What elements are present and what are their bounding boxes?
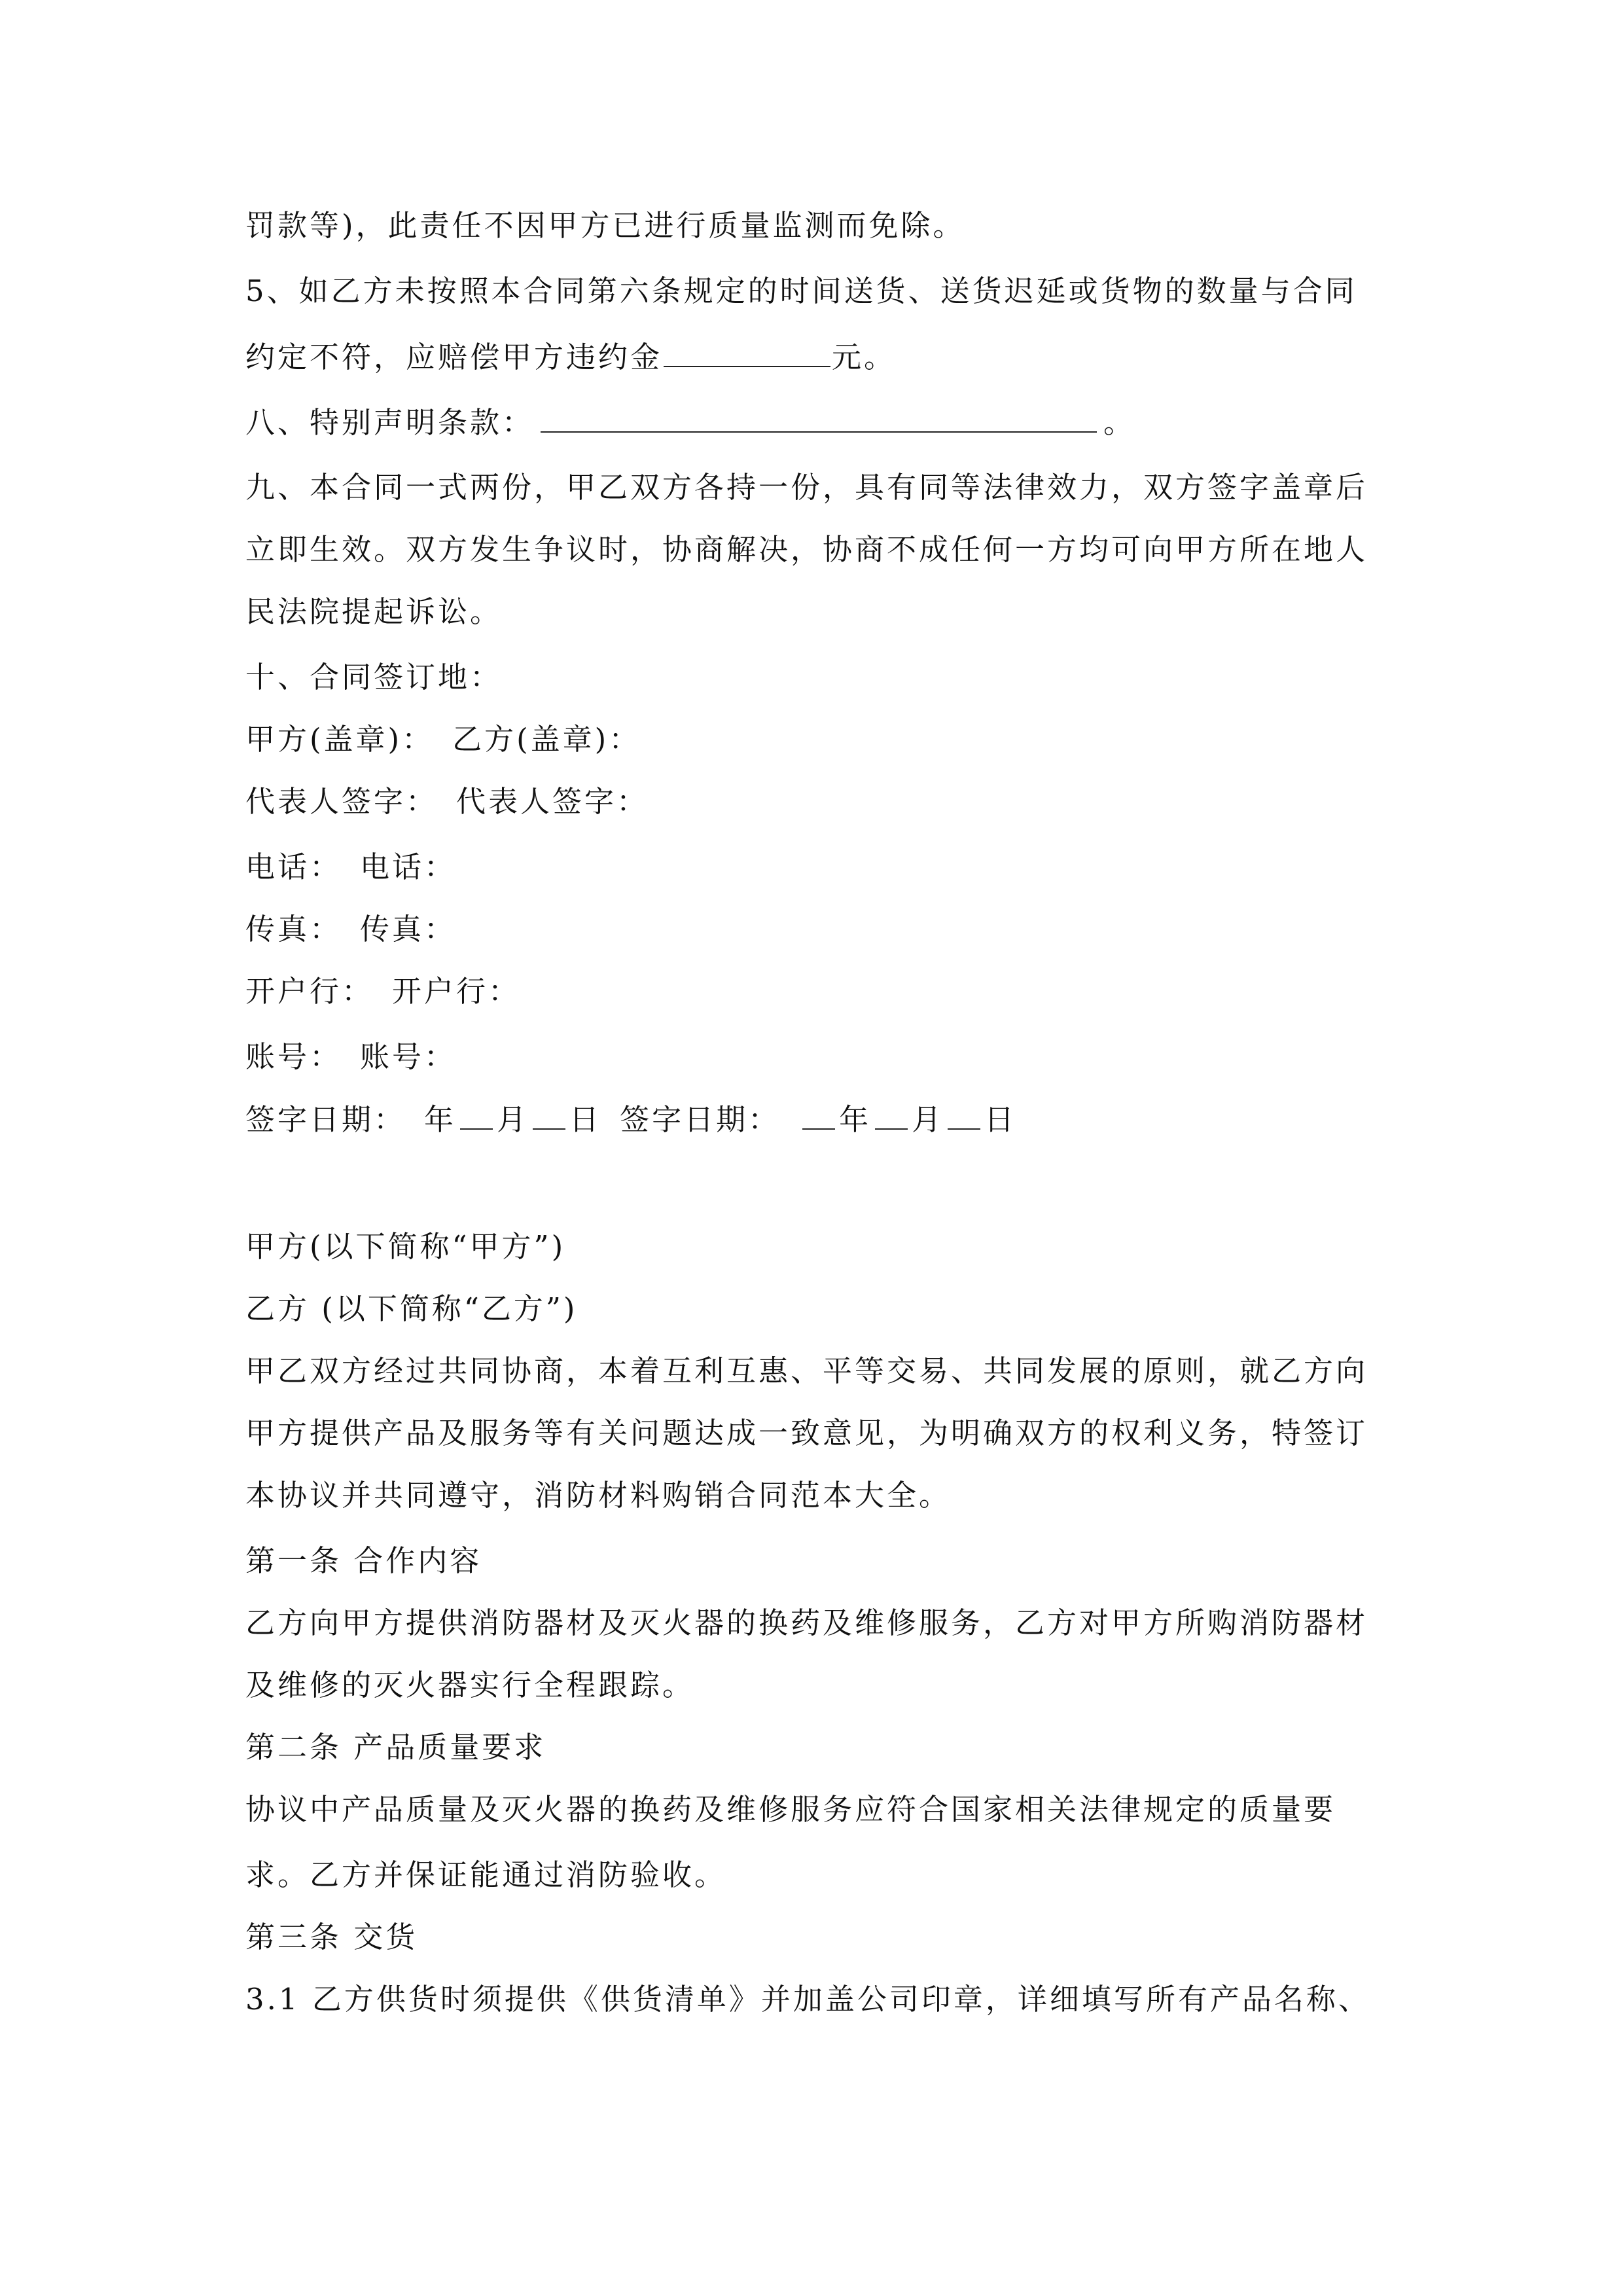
article-heading: 第一条 合作内容: [245, 1543, 482, 1578]
party-b-bank-label: 开户行：: [392, 974, 521, 1009]
penalty-amount-blank: [664, 337, 830, 367]
party-b-intro: 乙方 (以下简称“乙方”): [245, 1291, 578, 1326]
text-fragment: 元。: [832, 340, 897, 374]
party-b-fax-label: 传真：: [360, 912, 457, 946]
month-blank: [875, 1100, 908, 1130]
clause-label: 八、特别声明条款：: [245, 405, 535, 440]
party-b-phone-label: 电话：: [360, 850, 457, 884]
bank-line: [245, 972, 520, 1011]
text-fragment: 。: [1103, 405, 1136, 440]
party-a-rep-label: 代表人签字：: [245, 784, 438, 819]
special-terms-line: [245, 403, 1135, 442]
text-line: 立即生效。双方发生争议时，协商解决，协商不成任何一方均可向甲方所在地人: [245, 532, 1368, 567]
party-a-fax-label: 传真：: [245, 912, 342, 946]
text-line: 及维修的灭火器实行全程跟踪。: [245, 1668, 695, 1702]
year-blank: [802, 1100, 835, 1130]
party-b-rep-label: 代表人签字：: [456, 784, 649, 819]
fax-line: [245, 910, 456, 949]
party-a-phone-label: 电话：: [245, 850, 342, 884]
party-a-seal-label: 甲方(盖章)：: [245, 722, 435, 757]
text-line: [245, 337, 896, 377]
text-line: 求。乙方并保证能通过消防验收。: [245, 1857, 727, 1892]
year-label: 年: [424, 1102, 457, 1137]
party-a-bank-label: 开户行：: [245, 974, 374, 1009]
year-label: 年: [839, 1102, 872, 1137]
day-blank: [948, 1100, 980, 1130]
phone-line: [245, 848, 456, 887]
party-b-account-label: 账号：: [360, 1039, 457, 1074]
party-a-account-label: 账号：: [245, 1039, 342, 1074]
party-b-seal-label: 乙方(盖章)：: [452, 722, 641, 757]
special-terms-blank: [541, 403, 1097, 433]
text-line: 九、本合同一式两份，甲乙双方各持一份，具有同等法律效力，双方签字盖章后: [245, 470, 1368, 505]
day-blank: [533, 1100, 565, 1130]
month-label: 月: [912, 1102, 944, 1137]
text-line: 甲方提供产品及服务等有关问题达成一致意见，为明确双方的权利义务，特签订: [245, 1416, 1368, 1450]
party-a-intro: 甲方(以下简称“甲方”): [245, 1229, 566, 1264]
representative-line: [245, 782, 649, 821]
article-heading: 第二条 产品质量要求: [245, 1730, 546, 1765]
party-a-date-label: 签字日期：: [245, 1102, 406, 1137]
signing-date-line: [245, 1100, 1016, 1139]
text-line: 民法院提起诉讼。: [245, 594, 503, 629]
account-line: [245, 1037, 456, 1077]
article-heading: 第三条 交货: [245, 1920, 418, 1954]
seal-line: [245, 720, 641, 759]
month-label: 月: [497, 1102, 529, 1137]
text-line: 甲乙双方经过共同协商，本着互利互惠、平等交易、共同发展的原则，就乙方向: [245, 1354, 1368, 1388]
text-line: 协议中产品质量及灭火器的换药及维修服务应符合国家相关法律规定的质量要: [245, 1792, 1336, 1827]
month-blank: [460, 1100, 493, 1130]
signing-place-line: 十、合同签订地：: [245, 660, 503, 694]
text-line: 乙方向甲方提供消防器材及灭火器的换药及维修服务，乙方对甲方所购消防器材: [245, 1605, 1368, 1640]
text-fragment: 约定不符，应赔偿甲方违约金: [245, 340, 663, 374]
text-line: 5、如乙方未按照本合同第六条规定的时间送货、送货迟延或货物的数量与合同: [245, 274, 1357, 308]
text-line: 罚款等)，此责任不因甲方已进行质量监测而免除。: [245, 208, 965, 243]
text-line: 本协议并共同遵守，消防材料购销合同范本大全。: [245, 1478, 952, 1513]
party-b-date-label: 签字日期：: [620, 1102, 781, 1137]
day-label: 日: [569, 1102, 602, 1137]
text-line: 3.1 乙方供货时须提供《供货清单》并加盖公司印章，详细填写所有产品名称、: [245, 1982, 1370, 2017]
day-label: 日: [984, 1102, 1017, 1137]
